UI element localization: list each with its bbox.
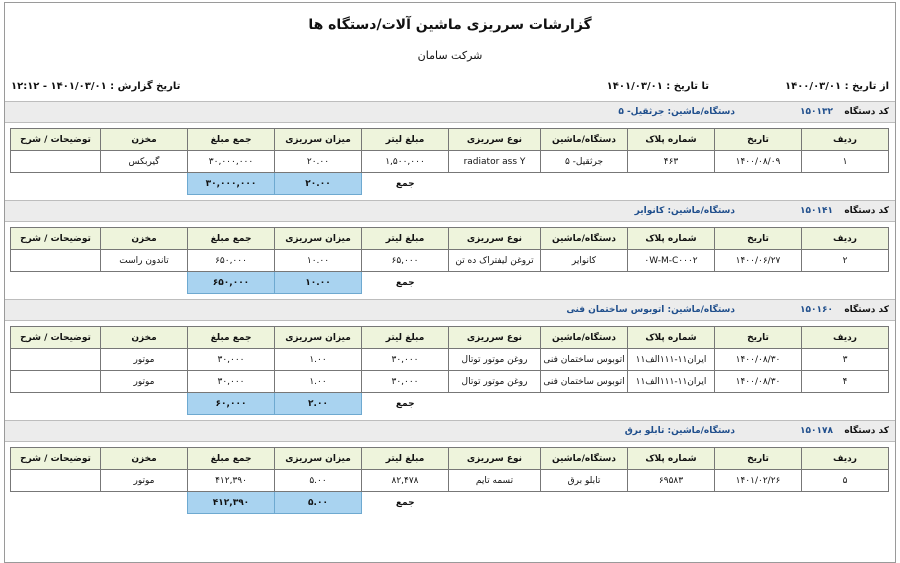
- empty-cell: [449, 173, 541, 195]
- empty-cell: [101, 393, 188, 415]
- column-header: جمع مبلغ: [188, 129, 275, 151]
- empty-cell: [715, 173, 802, 195]
- column-header: مخزن: [101, 327, 188, 349]
- table-cell: ۴۶۳: [628, 151, 715, 173]
- column-header: مخزن: [101, 448, 188, 470]
- column-header: جمع مبلغ: [188, 327, 275, 349]
- table-cell: ۳۰,۰۰۰: [188, 371, 275, 393]
- total-quantity: ۲.۰۰: [275, 393, 362, 415]
- empty-cell: [11, 492, 101, 514]
- total-quantity: ۱۰.۰۰: [275, 272, 362, 294]
- table-cell: روغن موتور توتال: [449, 349, 541, 371]
- column-header: شماره پلاک: [628, 448, 715, 470]
- table-row[interactable]: [11, 151, 889, 173]
- device-code-label: کد دستگاه: [844, 426, 889, 436]
- empty-cell: [802, 173, 889, 195]
- empty-cell: [101, 492, 188, 514]
- empty-cell: [449, 272, 541, 294]
- table-cell: ۳۰,۰۰۰: [362, 349, 449, 371]
- total-amount: ۶۰,۰۰۰: [188, 393, 275, 415]
- total-quantity: ۵.۰۰: [275, 492, 362, 514]
- table-cell: ۵: [802, 470, 889, 492]
- column-header: شماره پلاک: [628, 228, 715, 250]
- table-cell: ۱۴۰۰/۰۸/۳۰: [715, 371, 802, 393]
- empty-cell: [715, 393, 802, 415]
- table-cell: گیربکس: [101, 151, 188, 173]
- table-cell: ۱.۰۰: [275, 349, 362, 371]
- section-header: [5, 420, 895, 442]
- table-cell: روغن موتور توتال: [449, 371, 541, 393]
- column-header: دستگاه/ماشین: [541, 228, 628, 250]
- table-cell: تابلو برق: [541, 470, 628, 492]
- table-cell: ۶۹۵۸۳: [628, 470, 715, 492]
- column-header: توضیحات / شرح: [11, 448, 101, 470]
- total-amount: ۶۵۰,۰۰۰: [188, 272, 275, 294]
- empty-cell: [541, 492, 628, 514]
- company-name: شرکت سامان: [417, 49, 483, 62]
- total-row: [11, 173, 889, 195]
- section-table: [10, 326, 889, 415]
- section-table: [10, 227, 889, 294]
- device-name: دستگاه/ماشین: اتوبوس ساختمان فنی: [566, 305, 735, 315]
- table-cell: ۲۰.۰۰: [275, 151, 362, 173]
- total-amount: ۴۱۲,۳۹۰: [188, 492, 275, 514]
- column-header: دستگاه/ماشین: [541, 129, 628, 151]
- total-amount: ۳۰,۰۰۰,۰۰۰: [188, 173, 275, 195]
- table-row[interactable]: [11, 250, 889, 272]
- column-header: ردیف: [802, 448, 889, 470]
- table-cell: اتوبوس ساختمان فنی: [541, 371, 628, 393]
- table-cell: کانوایر: [541, 250, 628, 272]
- table-cell: جرثقیل- ۵: [541, 151, 628, 173]
- table-cell: [11, 349, 101, 371]
- empty-cell: [541, 173, 628, 195]
- report-page: [4, 2, 896, 563]
- table-cell: ۵.۰۰: [275, 470, 362, 492]
- device-code: ۱۵۰۱۶۰: [800, 305, 833, 315]
- device-section: [5, 420, 895, 519]
- empty-cell: [628, 173, 715, 195]
- empty-cell: [449, 393, 541, 415]
- column-header: ردیف: [802, 228, 889, 250]
- column-header: ردیف: [802, 327, 889, 349]
- empty-cell: [101, 173, 188, 195]
- table-cell: ۱۴۰۰/۰۸/۰۹: [715, 151, 802, 173]
- table-cell: موتور: [101, 371, 188, 393]
- table-cell: اتوبوس ساختمان فنی: [541, 349, 628, 371]
- device-name: دستگاه/ماشین: تابلو برق: [624, 426, 735, 436]
- table-cell: [11, 470, 101, 492]
- table-cell: ۱.۰۰: [275, 371, 362, 393]
- column-header: توضیحات / شرح: [11, 228, 101, 250]
- empty-cell: [101, 272, 188, 294]
- table-cell: ۸۲,۴۷۸: [362, 470, 449, 492]
- column-header: نوع سرریزی: [449, 228, 541, 250]
- section-table: [10, 128, 889, 195]
- column-header: جمع مبلغ: [188, 448, 275, 470]
- column-header: تاریخ: [715, 448, 802, 470]
- device-name: دستگاه/ماشین: جرثقیل- ۵: [618, 107, 735, 117]
- table-header-row: [11, 228, 889, 250]
- to-date: تا تاریخ : ۱۴۰۱/۰۳/۰۱: [606, 81, 709, 92]
- table-cell: تسمه تایم: [449, 470, 541, 492]
- table-cell: ۳۰,۰۰۰,۰۰۰: [188, 151, 275, 173]
- empty-cell: [11, 393, 101, 415]
- column-header: نوع سرریزی: [449, 448, 541, 470]
- column-header: میزان سرریزی: [275, 129, 362, 151]
- table-cell: ۴۱۲,۳۹۰: [188, 470, 275, 492]
- device-code: ۱۵۰۱۷۸: [800, 426, 833, 436]
- empty-cell: [715, 272, 802, 294]
- column-header: دستگاه/ماشین: [541, 448, 628, 470]
- table-cell: ۲: [802, 250, 889, 272]
- empty-cell: [11, 173, 101, 195]
- table-cell: [11, 250, 101, 272]
- table-cell: ۱۴۰۱/۰۲/۲۶: [715, 470, 802, 492]
- table-cell: موتور: [101, 470, 188, 492]
- table-row[interactable]: [11, 349, 889, 371]
- section-header: [5, 200, 895, 222]
- table-header-row: [11, 327, 889, 349]
- empty-cell: [11, 272, 101, 294]
- table-cell: ۱۴۰۰/۰۸/۳۰: [715, 349, 802, 371]
- column-header: مبلغ لیتر: [362, 448, 449, 470]
- empty-cell: [715, 492, 802, 514]
- column-header: میزان سرریزی: [275, 448, 362, 470]
- column-header: تاریخ: [715, 228, 802, 250]
- empty-cell: [628, 393, 715, 415]
- column-header: میزان سرریزی: [275, 228, 362, 250]
- column-header: تاریخ: [715, 129, 802, 151]
- total-label: جمع: [395, 178, 415, 189]
- table-cell: ایران۱۱-۱۱۱الف۱۱: [628, 349, 715, 371]
- table-header-row: [11, 448, 889, 470]
- table-cell: تروغن لیفتراک ده تن: [449, 250, 541, 272]
- column-header: مخزن: [101, 228, 188, 250]
- table-header-row: [11, 129, 889, 151]
- total-label: جمع: [395, 497, 415, 508]
- device-code-label: کد دستگاه: [844, 206, 889, 216]
- empty-cell: [541, 393, 628, 415]
- empty-cell: [802, 272, 889, 294]
- empty-cell: [541, 272, 628, 294]
- column-header: نوع سرریزی: [449, 327, 541, 349]
- column-header: تاریخ: [715, 327, 802, 349]
- table-cell: ۰W-M-C۰۰۰۲: [628, 250, 715, 272]
- column-header: دستگاه/ماشین: [541, 327, 628, 349]
- table-cell: ۳۰,۰۰۰: [188, 349, 275, 371]
- table-cell: موتور: [101, 349, 188, 371]
- column-header: توضیحات / شرح: [11, 129, 101, 151]
- date-range-bar: [5, 73, 895, 101]
- column-header: میزان سرریزی: [275, 327, 362, 349]
- table-cell: ۶۵,۰۰۰: [362, 250, 449, 272]
- device-name: دستگاه/ماشین: کانوایر: [634, 206, 735, 216]
- device-code-label: کد دستگاه: [844, 107, 889, 117]
- from-date: از تاریخ : ۱۴۰۰/۰۳/۰۱: [785, 81, 889, 92]
- table-cell: [11, 151, 101, 173]
- column-header: مبلغ لیتر: [362, 129, 449, 151]
- report-title: گزارشات سرریزی ماشین آلات/دستگاه ها: [308, 17, 592, 33]
- section-header: [5, 299, 895, 321]
- table-cell: ۶۵۰,۰۰۰: [188, 250, 275, 272]
- table-cell: ۱,۵۰۰,۰۰۰: [362, 151, 449, 173]
- table-cell: تاندون راست: [101, 250, 188, 272]
- table-cell: ۱۴۰۰/۰۶/۲۷: [715, 250, 802, 272]
- device-section: [5, 200, 895, 299]
- empty-cell: [802, 393, 889, 415]
- empty-cell: [449, 492, 541, 514]
- device-code: ۱۵۰۱۴۱: [800, 206, 833, 216]
- table-cell: [11, 371, 101, 393]
- total-label: جمع: [395, 398, 415, 409]
- table-cell: ۱: [802, 151, 889, 173]
- column-header: شماره پلاک: [628, 129, 715, 151]
- sections-container: [5, 101, 895, 519]
- empty-cell: [802, 492, 889, 514]
- table-cell: ۳۰,۰۰۰: [362, 371, 449, 393]
- column-header: جمع مبلغ: [188, 228, 275, 250]
- table-cell: ۱۰.۰۰: [275, 250, 362, 272]
- column-header: نوع سرریزی: [449, 129, 541, 151]
- section-header: [5, 101, 895, 123]
- table-cell: radiator ass Y: [449, 151, 541, 173]
- column-header: توضیحات / شرح: [11, 327, 101, 349]
- total-row: [11, 393, 889, 415]
- total-row: [11, 272, 889, 294]
- column-header: ردیف: [802, 129, 889, 151]
- empty-cell: [628, 492, 715, 514]
- table-cell: ۴: [802, 371, 889, 393]
- total-quantity: ۲۰.۰۰: [275, 173, 362, 195]
- table-cell: ایران۱۱-۱۱۱الف۱۱: [628, 371, 715, 393]
- total-row: [11, 492, 889, 514]
- table-row[interactable]: [11, 470, 889, 492]
- column-header: مخزن: [101, 129, 188, 151]
- table-row[interactable]: [11, 371, 889, 393]
- report-date: تاریخ گزارش : ۱۴۰۱/۰۳/۰۱ - ۱۲:۱۲: [11, 81, 181, 92]
- empty-cell: [628, 272, 715, 294]
- column-header: شماره پلاک: [628, 327, 715, 349]
- column-header: مبلغ لیتر: [362, 228, 449, 250]
- device-section: [5, 299, 895, 420]
- table-cell: ۳: [802, 349, 889, 371]
- total-label: جمع: [395, 277, 415, 288]
- device-code: ۱۵۰۱۳۲: [800, 107, 833, 117]
- device-section: [5, 101, 895, 200]
- column-header: مبلغ لیتر: [362, 327, 449, 349]
- device-code-label: کد دستگاه: [844, 305, 889, 315]
- section-table: [10, 447, 889, 514]
